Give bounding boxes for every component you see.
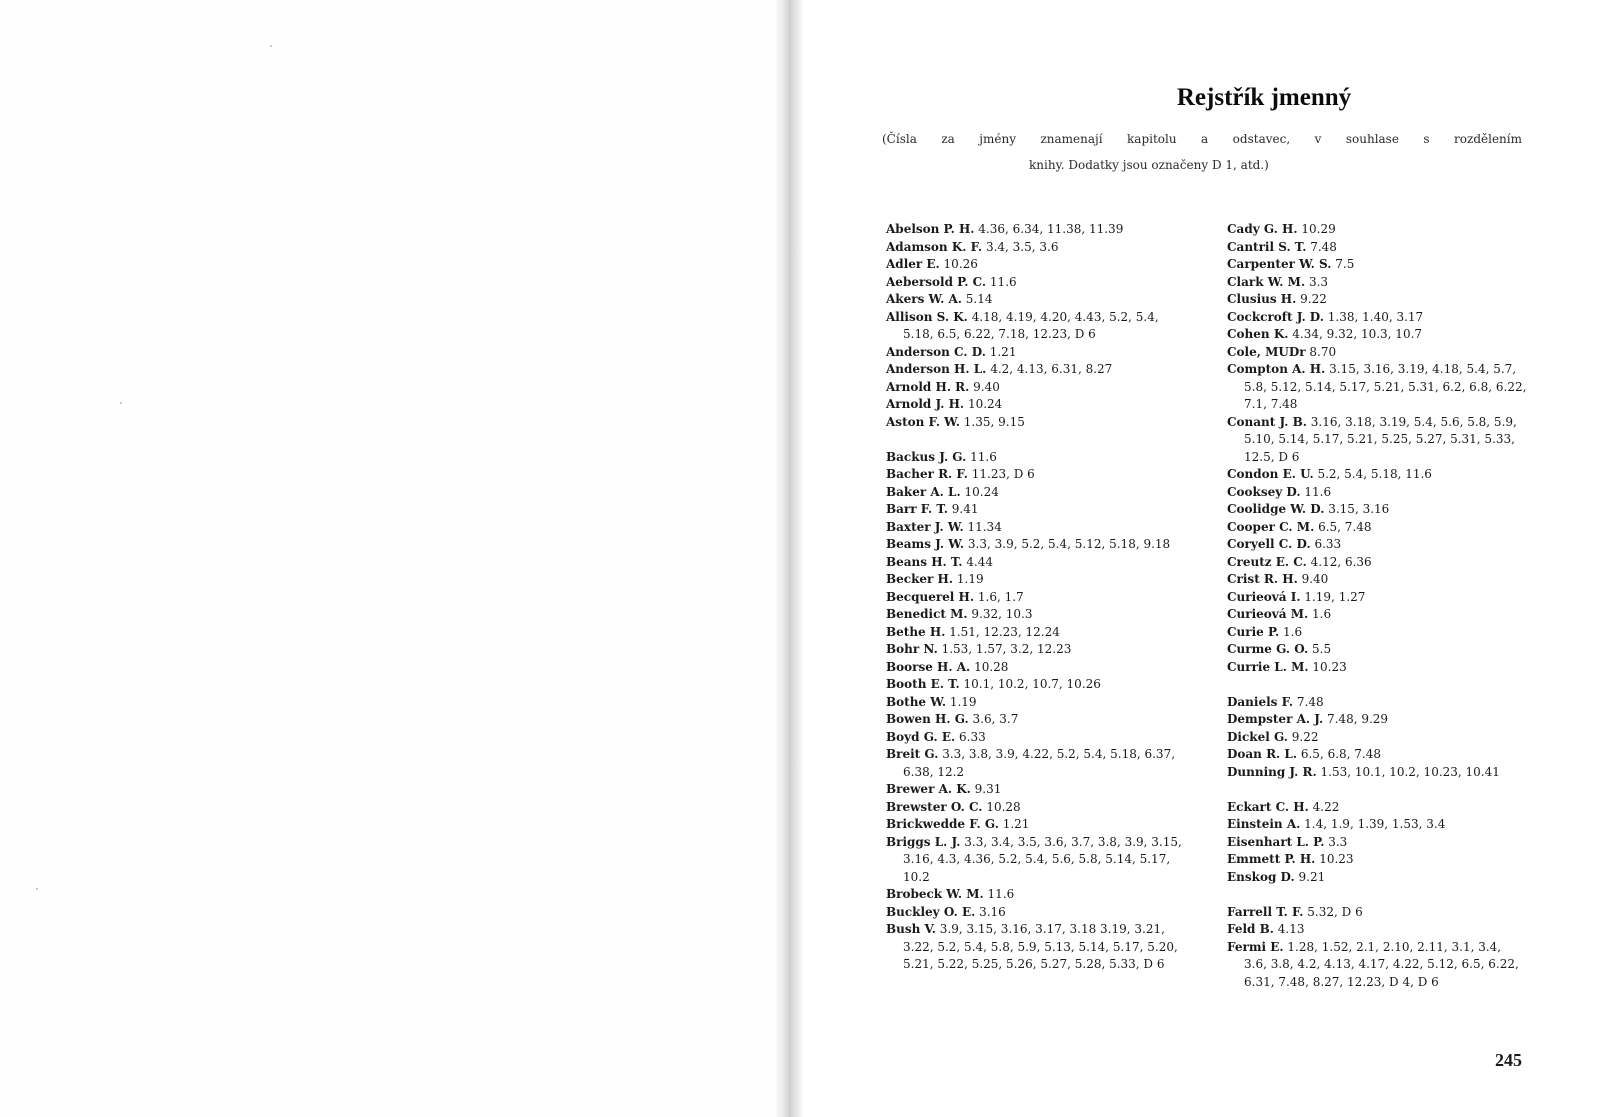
index-entry	[886, 501, 1186, 519]
index-entry-name: Bowen H. G.	[886, 712, 969, 726]
index-entry	[1227, 904, 1527, 922]
index-entry-name: Becquerel H.	[886, 589, 975, 604]
index-entry	[1227, 746, 1527, 764]
index-entry-refs: 4.12, 6.36	[1310, 554, 1372, 569]
index-entry-refs: 3.3, 3.9, 5.2, 5.4, 5.12, 5.18, 9.18	[967, 537, 1171, 551]
index-entry-refs: 1.35, 9.15	[963, 414, 1025, 429]
index-entry	[1227, 939, 1527, 992]
index-entry	[886, 571, 1186, 589]
index-entry-refs: 5.2, 5.4, 5.18, 11.6	[1317, 467, 1432, 481]
index-entry	[1227, 361, 1527, 414]
index-entry-refs: 1.19	[949, 694, 977, 709]
index-entry-refs: 10.24	[964, 484, 999, 499]
index-entry-refs: 4.18, 4.19, 4.20, 4.43, 5.2, 5.4, 5.18, 6.5, 6.22, 7.18, 12.23, D 6	[903, 309, 1159, 341]
index-entry-name: Curie P.	[1227, 624, 1280, 639]
index-entry	[886, 484, 1186, 502]
index-entry-name: Bush V.	[886, 922, 936, 936]
index-entry-name: Briggs L. J.	[886, 834, 961, 849]
index-entry	[886, 554, 1186, 572]
index-entry-refs: 7.48	[1310, 239, 1337, 254]
index-entry	[1227, 519, 1527, 537]
index-entry-name: Curieová I.	[1227, 589, 1301, 604]
index-entry-refs: 10.29	[1301, 222, 1336, 236]
index-entry-name: Farrell T. F.	[1227, 904, 1304, 919]
index-entry	[886, 291, 1186, 309]
index-entry-name: Coryell C. D.	[1227, 537, 1311, 551]
index-entry	[1227, 694, 1527, 712]
index-entry-refs: 11.23, D 6	[971, 467, 1035, 481]
index-entry	[1227, 501, 1527, 519]
index-entry-name: Baker A. L.	[886, 484, 961, 499]
index-entry-name: Arnold H. R.	[886, 379, 970, 394]
index-entry	[886, 309, 1186, 344]
paper-speck	[36, 888, 38, 890]
index-entry	[886, 921, 1186, 974]
index-entry-refs: 1.6, 1.7	[977, 589, 1024, 604]
index-entry	[1227, 309, 1527, 327]
index-entry-refs: 9.22	[1291, 729, 1319, 744]
letter-group-spacer	[886, 431, 1186, 449]
index-entry-name: Dunning J. R.	[1227, 764, 1317, 779]
index-entry	[1227, 799, 1527, 817]
index-entry-refs: 3.16, 3.18, 3.19, 5.4, 5.6, 5.8, 5.9, 5.10, 5.14, 5.17, 5.21, 5.25, 5.27, 5.31, 5.33, 12.5, D 6	[1244, 414, 1517, 464]
index-entry-refs: 5.32, D 6	[1307, 904, 1363, 919]
index-entry	[886, 834, 1186, 887]
index-entry-name: Buckley O. E.	[886, 904, 976, 919]
index-entry-refs: 1.38, 1.40, 3.17	[1327, 309, 1424, 324]
index-entry	[886, 449, 1186, 467]
index-entry-refs: 10.23	[1319, 852, 1354, 866]
index-entry	[886, 519, 1186, 537]
index-entry-refs: 11.6	[987, 887, 1015, 901]
index-entry	[1227, 326, 1527, 344]
index-entry	[886, 659, 1186, 677]
page-title: Rejstřík jmenný	[1176, 84, 1352, 111]
index-entry-name: Carpenter W. S.	[1227, 257, 1332, 271]
index-entry-refs: 9.31	[974, 782, 1002, 796]
index-entry	[1227, 921, 1527, 939]
index-entry	[1227, 834, 1527, 852]
index-entry-refs: 10.23	[1312, 659, 1347, 674]
index-entry	[1227, 624, 1527, 642]
index-entry	[1227, 606, 1527, 624]
paper-speck	[270, 45, 272, 47]
index-entry-refs: 9.21	[1298, 869, 1326, 884]
index-entry	[886, 781, 1186, 799]
index-entry-refs: 9.22	[1300, 292, 1327, 306]
index-entry	[1227, 484, 1527, 502]
index-entry-name: Anderson C. D.	[886, 344, 986, 359]
book-gutter	[774, 0, 804, 1117]
index-entry	[1227, 851, 1527, 869]
index-entry	[1227, 816, 1527, 834]
index-entry-refs: 10.24	[967, 397, 1003, 411]
index-entry	[1227, 256, 1527, 274]
index-entry	[886, 256, 1186, 274]
intro-line-1: (Čísla za jmény znamenají kapitolu a odstavec, v souhlase s rozdělením	[882, 132, 1522, 146]
index-entry	[1227, 221, 1527, 239]
index-entry	[1227, 589, 1527, 607]
index-entry	[1227, 274, 1527, 292]
index-entry-name: Clusius H.	[1227, 292, 1297, 306]
index-entry	[1227, 659, 1527, 677]
index-entry-refs: 3.15, 3.16	[1328, 502, 1390, 516]
index-entry-name: Baxter J. W.	[886, 519, 964, 534]
index-entry	[886, 676, 1186, 694]
index-entry	[886, 361, 1186, 379]
index-entry	[886, 536, 1186, 554]
index-entry	[1227, 554, 1527, 572]
index-entry-name: Bothe W.	[886, 694, 947, 709]
index-entry-refs: 3.3	[1308, 274, 1329, 289]
index-entry-name: Emmett P. H.	[1227, 852, 1316, 866]
page-number: 245	[1495, 1050, 1522, 1070]
index-entry-refs: 11.6	[970, 449, 997, 464]
index-entry-refs: 9.41	[951, 502, 979, 516]
index-entry-refs: 1.21	[989, 344, 1017, 359]
index-entry	[886, 221, 1186, 239]
index-entry	[886, 396, 1186, 414]
index-entry	[1227, 764, 1527, 782]
index-entry-name: Brewer A. K.	[886, 782, 971, 796]
index-entry-name: Currie L. M.	[1227, 659, 1309, 674]
index-entry-name: Boorse H. A.	[886, 659, 971, 674]
letter-group-spacer	[1227, 886, 1527, 904]
index-entry-refs: 7.5	[1335, 257, 1355, 271]
index-entry	[1227, 466, 1527, 484]
index-entry-refs: 3.3, 3.8, 3.9, 4.22, 5.2, 5.4, 5.18, 6.37, 6.38, 12.2	[903, 747, 1176, 779]
index-entry-name: Coolidge W. D.	[1227, 502, 1325, 516]
index-entry-name: Cady G. H.	[1227, 222, 1298, 236]
index-entry-name: Clark W. M.	[1227, 274, 1306, 289]
index-entry-name: Bohr N.	[886, 642, 938, 656]
index-entry	[886, 466, 1186, 484]
index-entry	[886, 414, 1186, 432]
index-entry-name: Beans H. T.	[886, 554, 963, 569]
index-entry-name: Arnold J. H.	[886, 397, 965, 411]
index-entry	[886, 746, 1186, 781]
index-entry-name: Curme G. O.	[1227, 642, 1309, 656]
index-entry	[886, 274, 1186, 292]
index-entry-name: Backus J. G.	[886, 449, 967, 464]
index-entry-name: Doan R. L.	[1227, 747, 1298, 761]
index-entry-name: Brewster O. C.	[886, 799, 983, 814]
index-entry-refs: 9.40	[1301, 572, 1329, 586]
index-entry-name: Anderson H. L.	[886, 362, 987, 376]
index-entry	[886, 799, 1186, 817]
index-entry-refs: 3.3, 3.4, 3.5, 3.6, 3.7, 3.8, 3.9, 3.15, 3.16, 4.3, 4.36, 5.2, 5.4, 5.6, 5.8, 5.14, 5.17, 10.2	[903, 834, 1182, 884]
index-entry-name: Becker H.	[886, 572, 954, 586]
index-entry	[886, 711, 1186, 729]
index-entry-refs: 10.28	[974, 659, 1009, 674]
letter-group-spacer	[1227, 676, 1527, 694]
index-entry	[886, 816, 1186, 834]
index-entry-name: Brobeck W. M.	[886, 887, 984, 901]
paper-speck	[120, 402, 122, 404]
index-entry-name: Abelson P. H.	[886, 222, 975, 236]
index-entry-name: Beams J. W.	[886, 537, 965, 551]
index-entry-name: Bethe H.	[886, 624, 946, 639]
index-entry	[1227, 729, 1527, 747]
index-entry-name: Dempster A. J.	[1227, 712, 1324, 726]
index-entry-name: Cantril S. T.	[1227, 239, 1307, 254]
index-entry-refs: 9.40	[973, 379, 1000, 394]
index-entry-refs: 6.5, 7.48	[1318, 519, 1372, 534]
index-entry-refs: 3.3	[1328, 834, 1348, 849]
index-entry-refs: 1.51, 12.23, 12.24	[949, 624, 1060, 639]
index-entry-refs: 1.21	[1002, 817, 1030, 831]
index-entry	[886, 239, 1186, 257]
index-entry-refs: 3.9, 3.15, 3.16, 3.17, 3.18 3.19, 3.21, 3.22, 5.2, 5.4, 5.8, 5.9, 5.13, 5.14, 5.17, 5.20, 5.21, 5.22, 5.25, 5.26, 5.27, 5.28, 5.33, D 6	[903, 922, 1178, 971]
index-entry-refs: 1.6	[1283, 624, 1303, 639]
index-entry	[1227, 239, 1527, 257]
index-entry-name: Brickwedde F. G.	[886, 817, 999, 831]
index-entry-refs: 4.36, 6.34, 11.38, 11.39	[978, 222, 1124, 236]
index-entry-name: Compton A. H.	[1227, 362, 1326, 376]
index-entry-refs: 3.15, 3.16, 3.19, 4.18, 5.4, 5.7, 5.8, 5.12, 5.14, 5.17, 5.21, 5.31, 6.2, 6.8, 6.22, 7.1, 7.48	[1244, 362, 1527, 411]
index-entry-refs: 3.16	[979, 904, 1006, 919]
index-entry-name: Eisenhart L. P.	[1227, 834, 1325, 849]
index-entry-name: Daniels F.	[1227, 694, 1294, 709]
intro-line-2: knihy. Dodatky jsou označeny D 1, atd.)	[1029, 158, 1269, 172]
index-entry-name: Enskog D.	[1227, 869, 1295, 884]
index-column-right	[1227, 221, 1527, 991]
index-entry-refs: 4.22	[1312, 799, 1340, 814]
index-entry-name: Einstein A.	[1227, 817, 1301, 831]
index-entry-refs: 10.1, 10.2, 10.7, 10.26	[963, 677, 1101, 691]
index-entry-refs: 1.53, 10.1, 10.2, 10.23, 10.41	[1320, 764, 1500, 779]
index-entry-name: Boyd G. E.	[886, 729, 956, 744]
index-entry-refs: 4.44	[966, 554, 994, 569]
index-entry-refs: 11.6	[1304, 484, 1332, 499]
index-entry-refs: 10.28	[986, 799, 1021, 814]
index-entry	[886, 379, 1186, 397]
index-entry	[1227, 641, 1527, 659]
index-entry-refs: 3.6, 3.7	[972, 712, 1019, 726]
index-entry-name: Adler E.	[886, 257, 940, 271]
index-entry-refs: 1.6	[1312, 607, 1332, 621]
index-entry	[1227, 571, 1527, 589]
right-page	[804, 0, 1600, 1117]
index-entry-name: Curieová M.	[1227, 607, 1309, 621]
index-entry-refs: 6.33	[1314, 537, 1342, 551]
index-column-left	[886, 221, 1186, 974]
index-entry-refs: 8.70	[1309, 344, 1337, 359]
index-entry-name: Aston F. W.	[886, 414, 960, 429]
index-entry	[886, 729, 1186, 747]
index-entry	[886, 624, 1186, 642]
index-entry-refs: 5.5	[1312, 642, 1332, 656]
index-entry	[1227, 536, 1527, 554]
index-entry-name: Barr F. T.	[886, 502, 948, 516]
index-entry-refs: 7.48	[1296, 694, 1324, 709]
index-entry-refs: 1.4, 1.9, 1.39, 1.53, 3.4	[1304, 817, 1446, 831]
index-entry-refs: 1.19	[956, 572, 984, 586]
index-entry-refs: 9.32, 10.3	[971, 607, 1033, 621]
index-entry-name: Cockcroft J. D.	[1227, 309, 1324, 324]
index-entry-refs: 1.28, 1.52, 2.1, 2.10, 2.11, 3.1, 3.4, 3.6, 3.8, 4.2, 4.13, 4.17, 4.22, 5.12, 6.5, 6.22, 6.31, 7.48, 8.27, 12.23, D 4, D 6	[1244, 939, 1519, 989]
index-entry	[1227, 291, 1527, 309]
index-entry	[1227, 869, 1527, 887]
index-entry-refs: 3.4, 3.5, 3.6	[985, 239, 1059, 254]
index-entry	[1227, 711, 1527, 729]
index-entry-name: Cohen K.	[1227, 327, 1289, 341]
index-entry-refs: 4.13	[1277, 922, 1305, 936]
letter-group-spacer	[1227, 781, 1527, 799]
index-entry-name: Aebersold P. C.	[886, 274, 987, 289]
index-entry-name: Allison S. K.	[886, 309, 968, 324]
index-entry-name: Bacher R. F.	[886, 467, 968, 481]
index-entry-refs: 1.19, 1.27	[1304, 589, 1366, 604]
index-entry	[886, 694, 1186, 712]
index-entry-refs: 6.5, 6.8, 7.48	[1300, 747, 1382, 761]
index-entry-name: Feld B.	[1227, 922, 1274, 936]
index-entry	[886, 344, 1186, 362]
index-entry	[1227, 414, 1527, 467]
index-entry-name: Cooper C. M.	[1227, 519, 1315, 534]
index-entry-name: Condon E. U.	[1227, 467, 1314, 481]
index-entry-refs: 7.48, 9.29	[1326, 712, 1389, 726]
index-entry	[886, 904, 1186, 922]
index-entry-refs: 1.53, 1.57, 3.2, 12.23	[941, 642, 1072, 656]
index-entry	[886, 886, 1186, 904]
index-entry-refs: 6.33	[959, 729, 986, 744]
index-entry-name: Eckart C. H.	[1227, 799, 1309, 814]
index-entry-refs: 5.14	[965, 292, 993, 306]
index-intro	[882, 128, 1522, 176]
index-entry-name: Benedict M.	[886, 607, 968, 621]
index-entry-name: Cole, MUDr	[1227, 344, 1306, 359]
index-entry-name: Crist R. H.	[1227, 572, 1298, 586]
index-entry-refs: 11.34	[967, 519, 1002, 534]
index-entry-name: Breit G.	[886, 747, 939, 761]
left-page	[0, 0, 790, 1117]
index-entry-name: Conant J. B.	[1227, 414, 1307, 429]
index-entry-name: Creutz E. C.	[1227, 554, 1307, 569]
index-entry-name: Dickel G.	[1227, 729, 1288, 744]
index-entry-name: Adamson K. F.	[886, 239, 983, 254]
index-entry-refs: 10.26	[943, 257, 978, 271]
index-entry-refs: 4.2, 4.13, 6.31, 8.27	[990, 362, 1113, 376]
index-entry	[886, 606, 1186, 624]
index-entry-name: Akers W. A.	[886, 292, 962, 306]
index-entry-name: Booth E. T.	[886, 677, 960, 691]
index-entry-refs: 11.6	[989, 274, 1017, 289]
index-entry-name: Cooksey D.	[1227, 484, 1301, 499]
index-entry-refs: 4.34, 9.32, 10.3, 10.7	[1292, 327, 1423, 341]
index-entry	[886, 589, 1186, 607]
index-entry	[886, 641, 1186, 659]
index-entry	[1227, 344, 1527, 362]
index-entry-name: Fermi E.	[1227, 939, 1284, 954]
